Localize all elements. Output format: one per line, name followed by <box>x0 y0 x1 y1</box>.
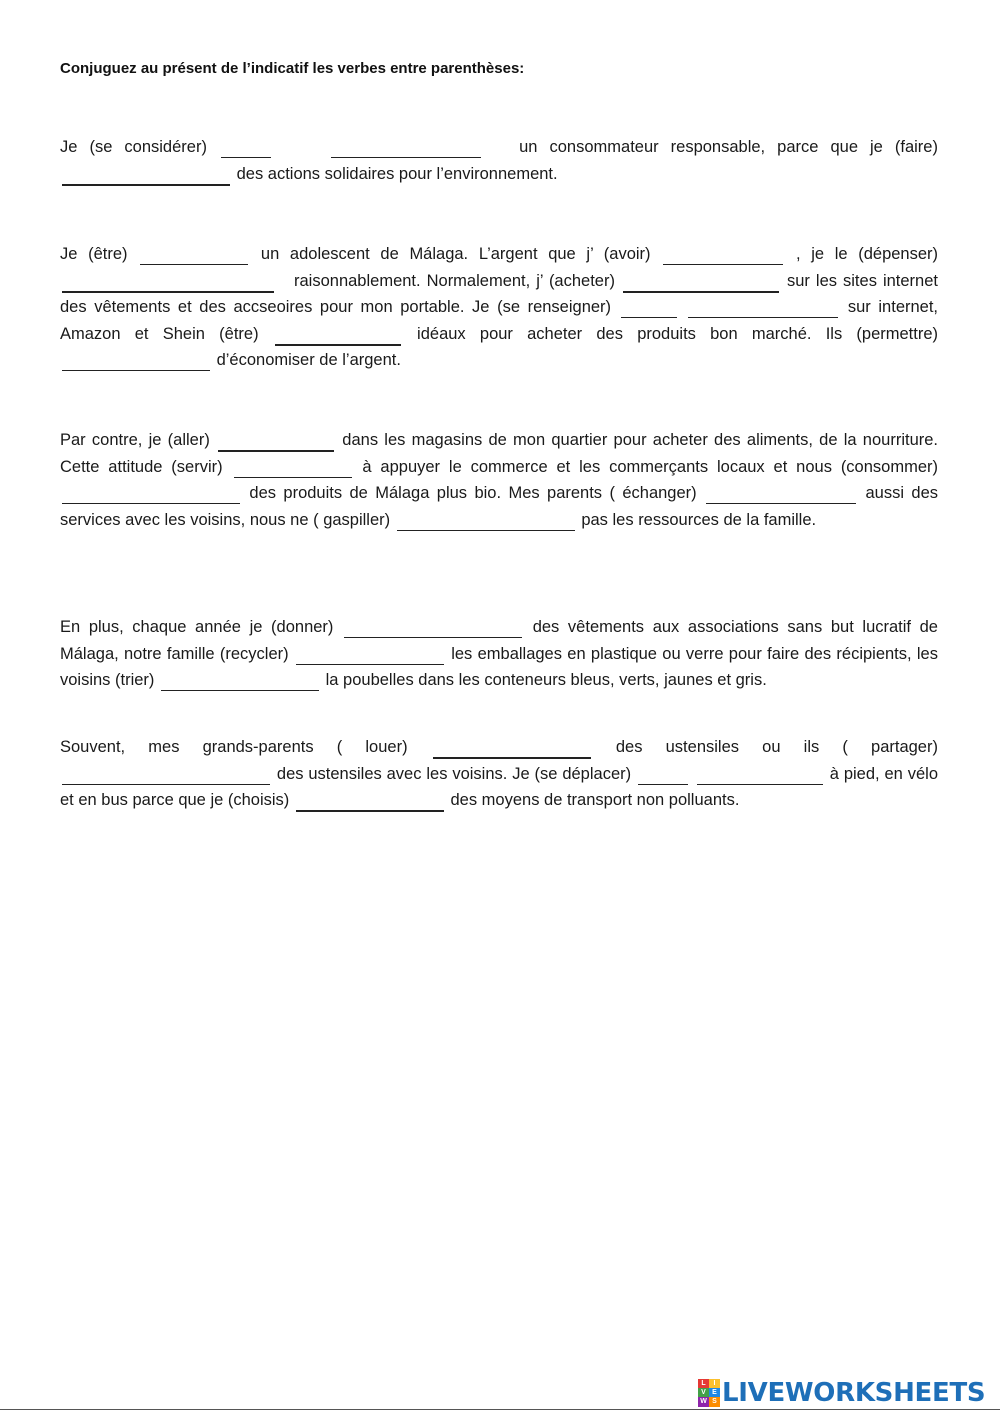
answer-blank-depenser[interactable] <box>62 276 274 293</box>
text-segment: des vêtements aux associations sans but lucratif de Málaga, notre famille (recycler) <box>60 618 938 663</box>
paragraph-4 <box>60 614 938 694</box>
liveworksheets-logo-icon <box>698 1379 720 1407</box>
paragraph-2 <box>60 241 938 374</box>
text-segment: aussi des services avec les voisins, nous ne ( gaspiller) <box>60 484 938 529</box>
answer-blank-se-renseigner-1[interactable] <box>621 302 677 318</box>
logo-tile: W <box>698 1397 709 1407</box>
answer-blank-permettre[interactable] <box>62 355 210 371</box>
answer-blank-se-considerer-2[interactable] <box>331 142 481 158</box>
text-segment: sur internet, Amazon et Shein (être) <box>60 298 939 343</box>
text-segment: à appuyer le commerce et les commerçants locaux et nous (consommer) <box>362 457 938 476</box>
text-segment: raisonnablement. Normalement, j’ (acheter) <box>294 271 615 290</box>
text-segment: , je le (dépenser) <box>795 245 939 263</box>
paragraph-3 <box>60 427 938 533</box>
answer-blank-donner[interactable] <box>344 622 522 638</box>
text-segment: un adolescent de Málaga. L’argent que j’ (avoir) <box>260 245 651 263</box>
text-segment: la poubelles dans les conteneurs bleus, verts, jaunes et gris. <box>325 671 767 689</box>
text-segment: En plus, chaque année je (donner) <box>60 618 334 636</box>
answer-blank-faire[interactable] <box>62 169 230 186</box>
text-segment: Je (se considérer) <box>60 138 207 156</box>
text-segment: sur les sites internet des vêtements et des accseoires pour mon portable. Je (se renseigner) <box>60 271 938 316</box>
answer-blank-consommer[interactable] <box>62 488 240 504</box>
text-segment: des ustensiles avec les voisins. Je (se déplacer) <box>276 764 632 783</box>
liveworksheets-brand <box>698 1378 985 1408</box>
text-segment: Par contre, je (aller) <box>60 431 210 449</box>
logo-tile: S <box>709 1397 720 1407</box>
answer-blank-aller[interactable] <box>218 435 334 452</box>
text-segment: idéaux pour acheter des produits bon marché. Ils (permettre) <box>417 324 939 343</box>
bottom-divider <box>0 1409 1000 1410</box>
paragraph-5 <box>60 734 938 814</box>
answer-blank-etre-1[interactable] <box>140 249 248 265</box>
text-segment: des ustensiles ou ils ( partager) <box>615 738 938 756</box>
answer-blank-partager[interactable] <box>62 769 270 785</box>
text-segment: des produits de Málaga plus bio. Mes parents ( échanger) <box>249 484 697 502</box>
text-segment: Je (être) <box>60 245 128 263</box>
logo-tile: L <box>698 1379 709 1388</box>
answer-blank-se-deplacer-1[interactable] <box>638 769 688 785</box>
text-segment: des moyens de transport non polluants. <box>450 791 740 809</box>
answer-blank-trier[interactable] <box>161 675 319 691</box>
answer-blank-gaspiller[interactable] <box>397 515 575 531</box>
answer-blank-choisis[interactable] <box>296 795 444 812</box>
text-segment: des actions solidaires pour l’environnement. <box>236 164 558 183</box>
text-segment: les emballages en plastique ou verre pour faire des récipients, les voisins (trier) <box>60 644 938 689</box>
text-segment: un consommateur responsable, parce que je (faire) <box>519 138 938 156</box>
logo-tile: E <box>709 1388 720 1397</box>
answer-blank-avoir[interactable] <box>663 249 783 265</box>
answer-blank-se-deplacer-2[interactable] <box>697 769 823 785</box>
brand-name: LIVEWORKSHEETS <box>722 1378 986 1408</box>
answer-blank-louer[interactable] <box>433 742 591 759</box>
answer-blank-acheter[interactable] <box>623 276 779 293</box>
text-segment: d’économiser de l’argent. <box>216 351 401 369</box>
logo-tile: V <box>698 1388 709 1397</box>
answer-blank-se-renseigner-2[interactable] <box>688 302 838 318</box>
answer-blank-recycler[interactable] <box>296 649 444 665</box>
paragraph-1 <box>60 134 938 187</box>
answer-blank-servir[interactable] <box>234 462 352 478</box>
instruction-heading: Conjuguez au présent de l’indicatif les verbes entre parenthèses: <box>60 60 525 77</box>
logo-tile: I <box>709 1379 720 1388</box>
answer-blank-etre-2[interactable] <box>275 329 401 346</box>
text-segment: Souvent, mes grands-parents ( louer) <box>60 738 408 756</box>
text-segment: dans les magasins de mon quartier pour acheter des aliments, de la nourriture. Cette attitude (servir) <box>60 431 938 476</box>
answer-blank-echanger[interactable] <box>706 488 856 504</box>
answer-blank-se-considerer-1[interactable] <box>221 142 271 158</box>
text-segment: à pied, en vélo et en bus parce que je (choisis) <box>60 764 938 809</box>
text-segment: pas les ressources de la famille. <box>581 510 817 529</box>
